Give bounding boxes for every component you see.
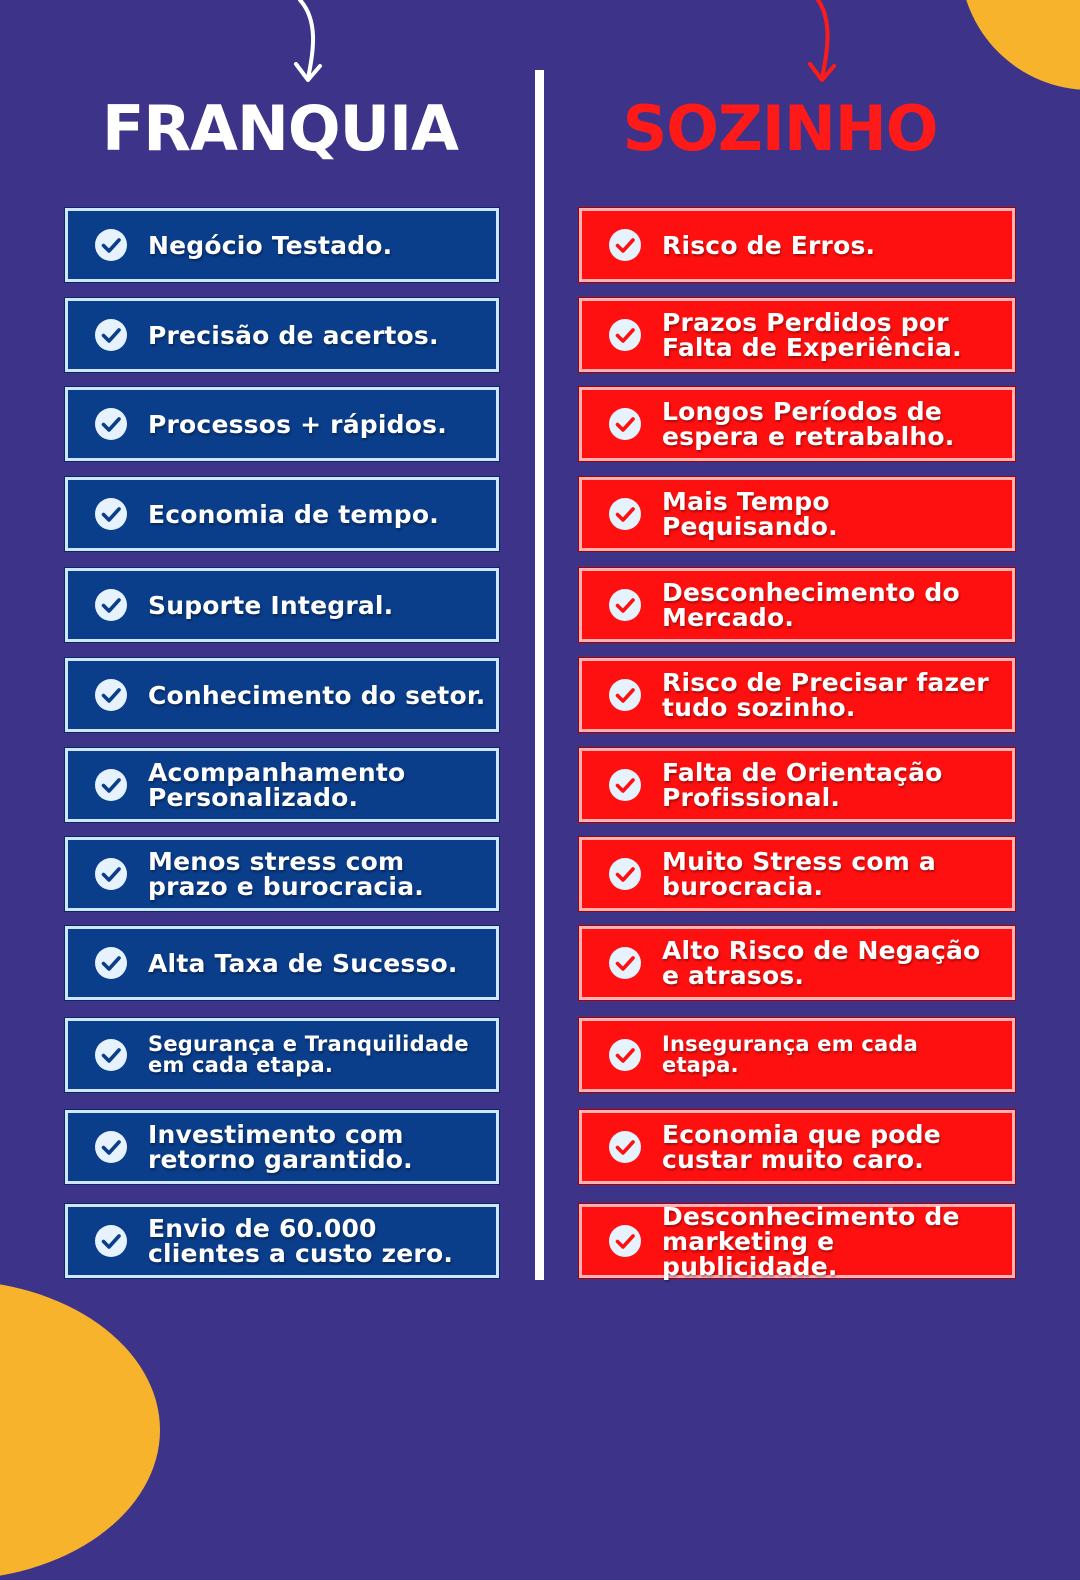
sozinho-item bbox=[579, 208, 1015, 282]
corner-decoration-top-right bbox=[960, 0, 1080, 90]
sozinho-item bbox=[579, 568, 1015, 642]
item-label: Risco de Precisar fazer tudo sozinho. bbox=[662, 668, 989, 722]
check-circle-icon bbox=[94, 1224, 128, 1258]
check-circle-icon bbox=[94, 768, 128, 802]
item-label: Muito Stress com a burocracia. bbox=[662, 847, 936, 901]
sozinho-item bbox=[579, 1018, 1015, 1092]
item-label: Longos Períodos de espera e retrabalho. bbox=[662, 397, 955, 451]
check-circle-icon bbox=[608, 1130, 642, 1164]
franquia-item bbox=[65, 298, 499, 372]
check-circle-icon bbox=[94, 228, 128, 262]
item-label: Segurança e Tranquilidade em cada etapa. bbox=[148, 1032, 469, 1077]
check-circle-icon bbox=[608, 1038, 642, 1072]
item-label: Insegurança em cada etapa. bbox=[662, 1032, 918, 1077]
franquia-item bbox=[65, 926, 499, 1000]
check-circle-icon bbox=[94, 497, 128, 531]
item-label: Risco de Erros. bbox=[662, 230, 876, 260]
check-circle-icon bbox=[94, 678, 128, 712]
check-circle-icon bbox=[608, 857, 642, 891]
item-label: Economia que pode custar muito caro. bbox=[662, 1120, 941, 1174]
franquia-item bbox=[65, 748, 499, 822]
item-label: Investimento com retorno garantido. bbox=[148, 1120, 413, 1174]
column-divider bbox=[535, 70, 544, 1280]
sozinho-title: SOZINHO bbox=[622, 92, 938, 165]
item-label: Economia de tempo. bbox=[148, 499, 439, 529]
corner-decoration-bottom-left bbox=[0, 1280, 160, 1580]
sozinho-item bbox=[579, 748, 1015, 822]
item-label: Alta Taxa de Sucesso. bbox=[148, 948, 458, 978]
item-label: Suporte Integral. bbox=[148, 590, 394, 620]
check-circle-icon bbox=[608, 497, 642, 531]
item-label: Precisão de acertos. bbox=[148, 320, 439, 350]
arrow-down-icon bbox=[800, 0, 850, 90]
check-circle-icon bbox=[608, 588, 642, 622]
franquia-item bbox=[65, 477, 499, 551]
check-circle-icon bbox=[608, 318, 642, 352]
item-label: Mais Tempo Pequisando. bbox=[662, 487, 838, 541]
item-label: Desconhecimento de marketing e publicidade. bbox=[662, 1201, 960, 1281]
check-circle-icon bbox=[608, 407, 642, 441]
check-circle-icon bbox=[94, 407, 128, 441]
check-circle-icon bbox=[94, 318, 128, 352]
sozinho-item bbox=[579, 477, 1015, 551]
sozinho-item bbox=[579, 387, 1015, 461]
check-circle-icon bbox=[94, 1038, 128, 1072]
item-label: Prazos Perdidos por Falta de Experiência. bbox=[662, 308, 962, 362]
franquia-item bbox=[65, 1018, 499, 1092]
check-circle-icon bbox=[94, 1130, 128, 1164]
item-label: Falta de Orientação Profissional. bbox=[662, 758, 943, 812]
sozinho-item bbox=[579, 298, 1015, 372]
item-label: Acompanhamento Personalizado. bbox=[148, 758, 406, 812]
sozinho-item bbox=[579, 1110, 1015, 1184]
sozinho-item bbox=[579, 1201, 1015, 1281]
franquia-item bbox=[65, 658, 499, 732]
check-circle-icon bbox=[94, 857, 128, 891]
franquia-item bbox=[65, 1110, 499, 1184]
sozinho-item bbox=[579, 837, 1015, 911]
check-circle-icon bbox=[608, 678, 642, 712]
franquia-title: FRANQUIA bbox=[101, 92, 459, 165]
franquia-item bbox=[65, 837, 499, 911]
item-label: Negócio Testado. bbox=[148, 230, 393, 260]
arrow-down-icon bbox=[288, 0, 338, 90]
check-circle-icon bbox=[608, 1224, 642, 1258]
item-label: Menos stress com prazo e burocracia. bbox=[148, 847, 424, 901]
item-label: Desconhecimento do Mercado. bbox=[662, 578, 960, 632]
franquia-item bbox=[65, 208, 499, 282]
check-circle-icon bbox=[608, 946, 642, 980]
check-circle-icon bbox=[608, 228, 642, 262]
franquia-item bbox=[65, 568, 499, 642]
sozinho-item bbox=[579, 926, 1015, 1000]
sozinho-item bbox=[579, 658, 1015, 732]
item-label: Conhecimento do setor. bbox=[148, 680, 486, 710]
item-label: Alto Risco de Negação e atrasos. bbox=[662, 936, 981, 990]
check-circle-icon bbox=[608, 768, 642, 802]
check-circle-icon bbox=[94, 588, 128, 622]
franquia-item bbox=[65, 387, 499, 461]
item-label: Envio de 60.000 clientes a custo zero. bbox=[148, 1214, 454, 1268]
item-label: Processos + rápidos. bbox=[148, 409, 447, 439]
franquia-item bbox=[65, 1204, 499, 1278]
check-circle-icon bbox=[94, 946, 128, 980]
